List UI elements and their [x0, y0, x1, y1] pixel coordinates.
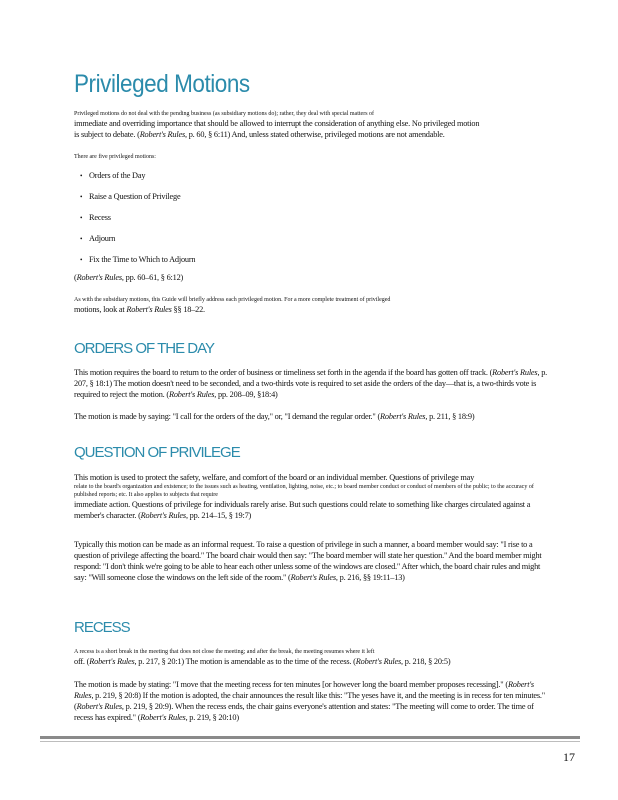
section-heading-orders: ORDERS OF THE DAY: [74, 340, 214, 357]
citation: Robert's Rules: [139, 130, 185, 139]
orders-paragraph-2: The motion is made by saying: "I call for the orders of the day," or, "I demand the regular order." (Robert's Rules, p. 211, § 18:9): [74, 412, 475, 421]
page-number: 17: [563, 750, 575, 764]
footer-divider-thin: [40, 741, 580, 742]
list-item: • Recess: [80, 213, 111, 222]
list-item: • Orders of the Day: [80, 171, 146, 180]
privilege-paragraph-1: This motion is used to protect the safety, welfare, and comfort of the board or an individual member. Questions of privilege may relate to the board's organization and existence; to the issues such as heating, ventilation, lighting, noise, etc.; to board member conduct or conduct of members of the public; to the accuracy of published reports; etc. It also applies to subjects that require immediate action. Questions of privilege for individuals rarely arise. But such questions could relate to something like charges circulated against a member's character. (Robert's Rules, pp. 214–15, § 19:7): [74, 473, 534, 520]
list-item: • Adjourn: [80, 234, 116, 243]
list-item: • Fix the Time to Which to Adjourn: [80, 255, 196, 264]
guide-paragraph: As with the subsidiary motions, this Guide will briefly address each privileged motion. For a more complete treatment of privileged motions, look at Robert's Rules §§ 18–22.: [74, 297, 391, 314]
section-heading-privilege: QUESTION OF PRIVILEGE: [74, 444, 240, 461]
intro-line: immediate and overriding importance that should be allowed to interrupt the consideration of anything else. No privileged motion: [74, 119, 480, 128]
section-heading-recess: RECESS: [74, 619, 130, 636]
intro-small-line: Privileged motions do not deal with the pending business (as subsidiary motions do); rather, they deal with special matters of: [74, 111, 375, 117]
five-motions-label: There are five privileged motions:: [74, 154, 156, 160]
footer-divider: [40, 736, 580, 739]
orders-paragraph-1: This motion requires the board to return to the order of business or timeliness set forth in the agenda if the board has gotten off track. (Robert's Rules, p. 207, § 18:1) The motion doesn't need to be seconded, and a two-thirds vote is required to set aside the orders of the day—that is, a two-thirds vote is required to reject the motion. (Robert's Rules, pp. 208–09, §18:4): [74, 368, 548, 399]
page-title: Privileged Motions: [74, 70, 250, 98]
intro-paragraph: Privileged motions do not deal with the pending business (as subsidiary motions do); rather, they deal with special matters of immediate and overriding importance that should be allowed to interrupt the consideration of anything else. No privileged motion is subject to debate. (Robert's Rules, p. 60, § 6:11) And, unless stated otherwise, privileged motions are not amendable.: [74, 110, 552, 140]
recess-paragraph-2: The motion is made by stating: "I move that the meeting recess for ten minutes [or however long the board member proposes recessing]." (Robert's Rules, p. 219, § 20:8) If the motion is adopted, the chair announces the result like this: "The yeses have it, and the meeting is in recess for ten minutes." (Robert's Rules, p. 219, § 20:9). When the recess ends, the chair gains everyone's attention and states: "The meeting will come to order. The time of recess has expired." (Robert's Rules, p. 219, § 20:10): [74, 680, 545, 722]
privilege-paragraph-2: Typically this motion can be made as an informal request. To raise a question of privilege in such a manner, a board member would say: "I rise to a question of privilege affecting the board." The board chair would then say: "The board member will state her question." And the board member might respond: "I don't think we're going to be able to hear each other unless some of the windows are closed." After which, the board chair rules and might say: "Will someone close the windows on the left side of the room." (Robert's Rules, p. 216, §§ 19:11–13): [74, 540, 542, 582]
recess-paragraph-1: A recess is a short break in the meeting that does not close the meeting; and after the break, the meeting resumes where it left off. (Robert's Rules, p. 217, § 20:1) The motion is amendable as to the time of the recess. (Robert's Rules, p. 218, § 20:5): [74, 649, 451, 666]
list-item: • Raise a Question of Privilege: [80, 192, 181, 201]
reference-line: (Robert's Rules, pp. 60–61, § 6:12): [74, 273, 184, 282]
